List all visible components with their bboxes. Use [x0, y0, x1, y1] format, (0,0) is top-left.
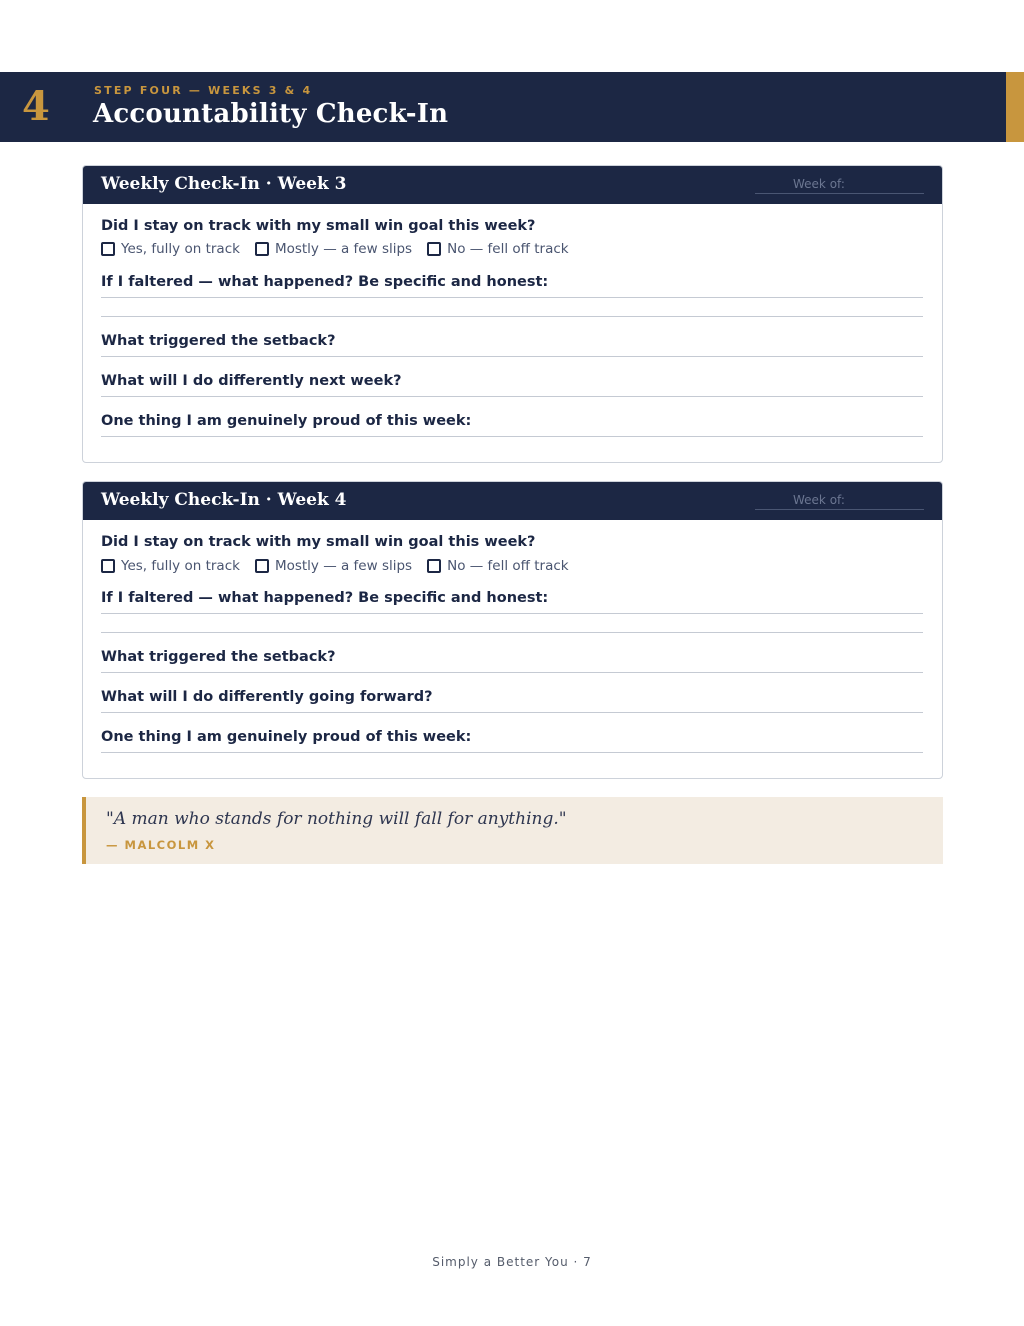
week-of-field[interactable] — [755, 492, 924, 510]
checkin-card-week-3 — [82, 165, 943, 463]
answer-line[interactable] — [101, 672, 923, 673]
option-mostly[interactable] — [255, 241, 412, 257]
answer-line[interactable] — [101, 436, 923, 437]
quote-block — [82, 797, 943, 864]
option-label: No — fell off track — [447, 241, 569, 257]
answer-line[interactable] — [101, 396, 923, 397]
option-label: No — fell off track — [447, 558, 569, 574]
faltered-question: If I faltered — what happened? Be specific and honest: — [101, 274, 549, 290]
option-no[interactable] — [427, 558, 569, 574]
faltered-question: If I faltered — what happened? Be specific and honest: — [101, 590, 549, 606]
answer-line[interactable] — [101, 752, 923, 753]
accent-bar — [1006, 72, 1024, 142]
different-question: What will I do differently next week? — [101, 373, 402, 389]
answer-line[interactable] — [101, 613, 923, 614]
checkbox-icon[interactable] — [427, 559, 441, 573]
week-of-field[interactable] — [755, 176, 924, 194]
answer-line[interactable] — [101, 712, 923, 713]
card-header — [83, 166, 942, 204]
card-title: Weekly Check-In · Week 4 — [101, 490, 347, 510]
option-no[interactable] — [427, 241, 569, 257]
answer-line[interactable] — [101, 297, 923, 298]
checkbox-icon[interactable] — [255, 242, 269, 256]
goal-options — [101, 241, 584, 257]
option-yes[interactable] — [101, 241, 240, 257]
checkbox-icon[interactable] — [101, 559, 115, 573]
checkbox-icon[interactable] — [101, 242, 115, 256]
goal-question: Did I stay on track with my small win goal this week? — [101, 218, 536, 234]
different-question: What will I do differently going forward? — [101, 689, 433, 705]
option-label: Mostly — a few slips — [274, 241, 413, 257]
answer-line[interactable] — [101, 632, 923, 633]
trigger-question: What triggered the setback? — [101, 649, 336, 665]
quote-text: "A man who stands for nothing will fall for anything." — [106, 809, 567, 829]
answer-line[interactable] — [101, 316, 923, 317]
week-of-label: Week of: — [793, 493, 845, 507]
proud-question: One thing I am genuinely proud of this week: — [101, 413, 472, 429]
option-mostly[interactable] — [255, 558, 412, 574]
step-number: 4 — [22, 83, 50, 130]
checkin-card-week-4 — [82, 481, 943, 779]
option-label: Yes, fully on track — [121, 558, 240, 574]
card-title: Weekly Check-In · Week 3 — [101, 174, 347, 194]
checkbox-icon[interactable] — [427, 242, 441, 256]
section-header — [0, 72, 1024, 142]
answer-line[interactable] — [101, 356, 923, 357]
week-of-label: Week of: — [793, 177, 845, 191]
proud-question: One thing I am genuinely proud of this week: — [101, 729, 472, 745]
step-kicker: STEP FOUR — WEEKS 3 & 4 — [94, 84, 313, 97]
option-label: Yes, fully on track — [121, 241, 240, 257]
trigger-question: What triggered the setback? — [101, 333, 336, 349]
option-label: Mostly — a few slips — [274, 558, 413, 574]
checkbox-icon[interactable] — [255, 559, 269, 573]
quote-author: — MALCOLM X — [106, 838, 216, 852]
option-yes[interactable] — [101, 558, 240, 574]
card-header — [83, 482, 942, 520]
section-title: Accountability Check-In — [93, 99, 449, 129]
page-footer: Simply a Better You · 7 — [432, 1255, 592, 1269]
goal-options — [101, 558, 584, 574]
goal-question: Did I stay on track with my small win goal this week? — [101, 534, 536, 550]
